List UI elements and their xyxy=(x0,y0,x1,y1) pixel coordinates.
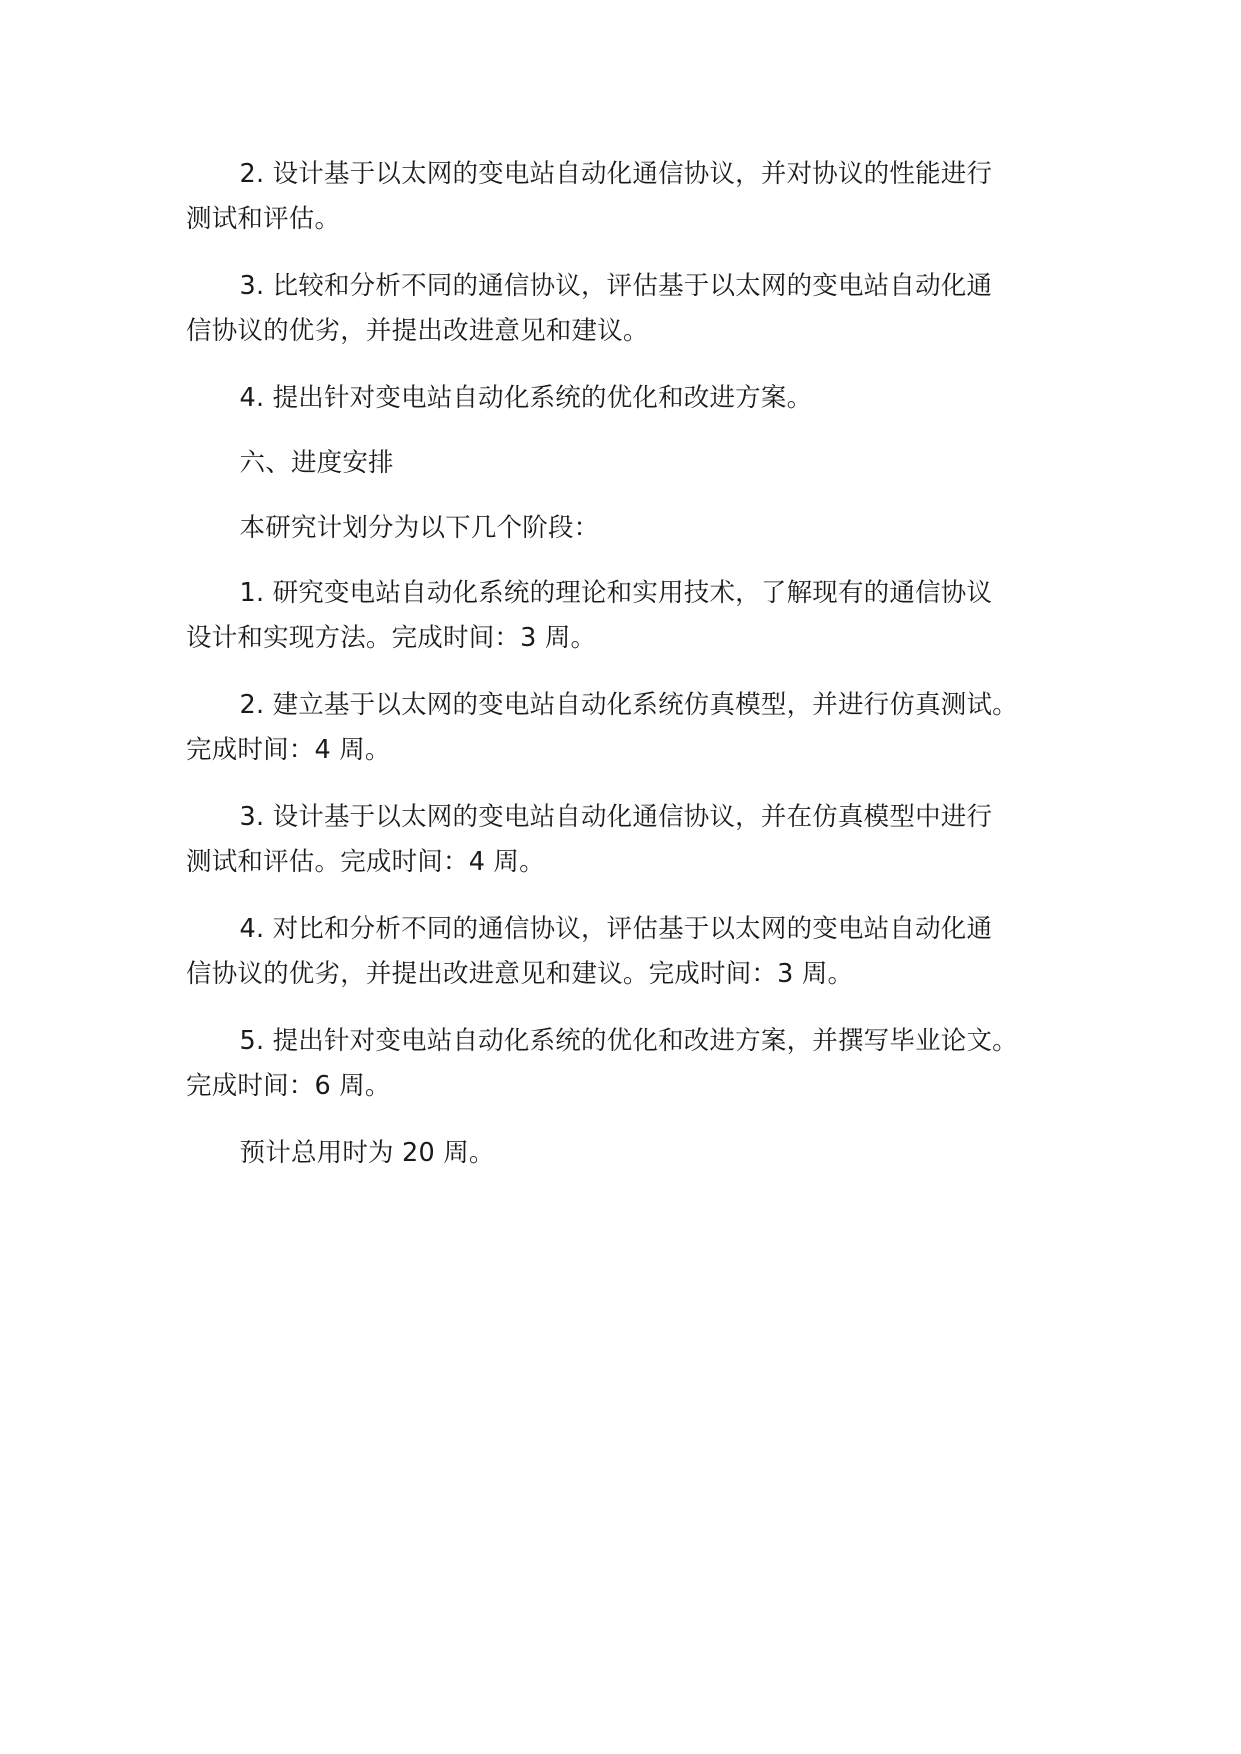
paragraph-stage-4 xyxy=(186,907,1066,997)
paragraph-line: 设计和实现方法。完成时间：3 周。 xyxy=(186,623,597,653)
paragraph-line: 3. 比较和分析不同的通信协议，评估基于以太网的变电站自动化通 xyxy=(239,271,993,301)
paragraph-line: 4. 提出针对变电站自动化系统的优化和改进方案。 xyxy=(239,383,813,413)
paragraph-line: 2. 建立基于以太网的变电站自动化系统仿真模型，并进行仿真测试。 xyxy=(239,690,1018,720)
section-heading-schedule xyxy=(186,441,1066,486)
paragraph-line: 1. 研究变电站自动化系统的理论和实用技术，了解现有的通信协议 xyxy=(239,578,993,608)
paragraph-stage-2 xyxy=(186,683,1066,773)
paragraph-line: 2. 设计基于以太网的变电站自动化通信协议，并对协议的性能进行 xyxy=(239,159,993,189)
paragraph-line: 信协议的优劣，并提出改进意见和建议。 xyxy=(186,316,649,346)
section-heading-text: 六、进度安排 xyxy=(239,448,394,478)
paragraph-line: 本研究计划分为以下几个阶段： xyxy=(239,513,600,543)
paragraph-stage-1 xyxy=(186,571,1066,661)
document-body xyxy=(186,152,1066,1196)
paragraph-objective-3 xyxy=(186,264,1066,354)
paragraph-total-duration xyxy=(186,1131,1066,1176)
paragraph-line: 信协议的优劣，并提出改进意见和建议。完成时间：3 周。 xyxy=(186,959,854,989)
paragraph-line: 测试和评估。完成时间：4 周。 xyxy=(186,847,545,877)
paragraph-schedule-intro xyxy=(186,506,1066,551)
paragraph-line: 测试和评估。 xyxy=(186,204,341,234)
paragraph-line: 完成时间：4 周。 xyxy=(186,735,391,765)
paragraph-line: 预计总用时为 20 周。 xyxy=(239,1138,495,1168)
paragraph-line: 完成时间：6 周。 xyxy=(186,1071,391,1101)
paragraph-line: 5. 提出针对变电站自动化系统的优化和改进方案，并撰写毕业论文。 xyxy=(239,1026,1018,1056)
paragraph-line: 4. 对比和分析不同的通信协议，评估基于以太网的变电站自动化通 xyxy=(239,914,993,944)
paragraph-stage-3 xyxy=(186,795,1066,885)
paragraph-objective-2 xyxy=(186,152,1066,242)
paragraph-line: 3. 设计基于以太网的变电站自动化通信协议，并在仿真模型中进行 xyxy=(239,802,993,832)
paragraph-stage-5 xyxy=(186,1019,1066,1109)
paragraph-objective-4 xyxy=(186,376,1066,421)
